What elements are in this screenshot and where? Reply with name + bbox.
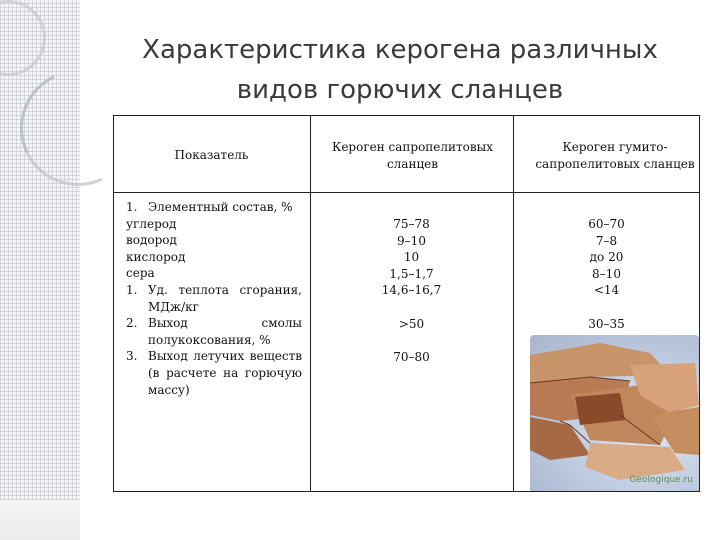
decorative-strip-bottom (0, 500, 80, 540)
param-composition: 1. Элементный состав, % (126, 200, 293, 214)
sapropelite-values (310, 216, 513, 365)
value-carbon: 60–70 (588, 217, 625, 231)
value-volatiles: 70–80 (393, 349, 430, 364)
param-sulfur: сера (126, 266, 155, 281)
value-oxygen: 10 (403, 250, 420, 265)
param-volatiles-cont: (в расчете на горючую (148, 365, 302, 380)
param-volatiles-cont2: массу) (148, 382, 190, 397)
value-heat: <14 (593, 283, 620, 298)
param-heat: 1. Уд. теплота сгорания, (126, 282, 302, 297)
slide-title: Характеристика керогена различных видов горючих сланцев (142, 35, 658, 105)
value-tar: >50 (398, 316, 425, 331)
value-oxygen: до 20 (589, 250, 624, 265)
table-header-divider (113, 192, 700, 193)
value-hydrogen: 9–10 (397, 233, 426, 248)
shale-fragments (530, 335, 699, 491)
param-volatiles: 3. Выход летучих веществ (126, 349, 302, 364)
value-tar: 30–35 (588, 316, 625, 331)
param-list (126, 199, 302, 398)
header-humite: Кероген гумито-сапропелитовых сланцев (535, 140, 695, 171)
param-tar: 2. Выход смолы (126, 316, 302, 331)
header-param: Показатель (174, 148, 249, 162)
param-heat-unit: МДж/кг (148, 299, 199, 314)
param-carbon: углерод (126, 216, 177, 231)
shale-photo (530, 335, 699, 491)
photo-watermark: Geologique.ru (629, 475, 693, 485)
value-carbon: 75–78 (393, 217, 430, 231)
param-tar-cont: полукоксования, % (148, 332, 271, 347)
value-sulfur: 8–10 (592, 266, 621, 281)
param-hydrogen: водород (126, 233, 177, 248)
param-oxygen: кислород (126, 249, 186, 264)
value-heat: 14,6–16,7 (381, 283, 442, 298)
header-sapropelite: Кероген сапропелитовых сланцев (332, 140, 493, 171)
value-hydrogen: 7–8 (595, 233, 618, 248)
value-sulfur: 1,5–1,7 (389, 266, 434, 281)
